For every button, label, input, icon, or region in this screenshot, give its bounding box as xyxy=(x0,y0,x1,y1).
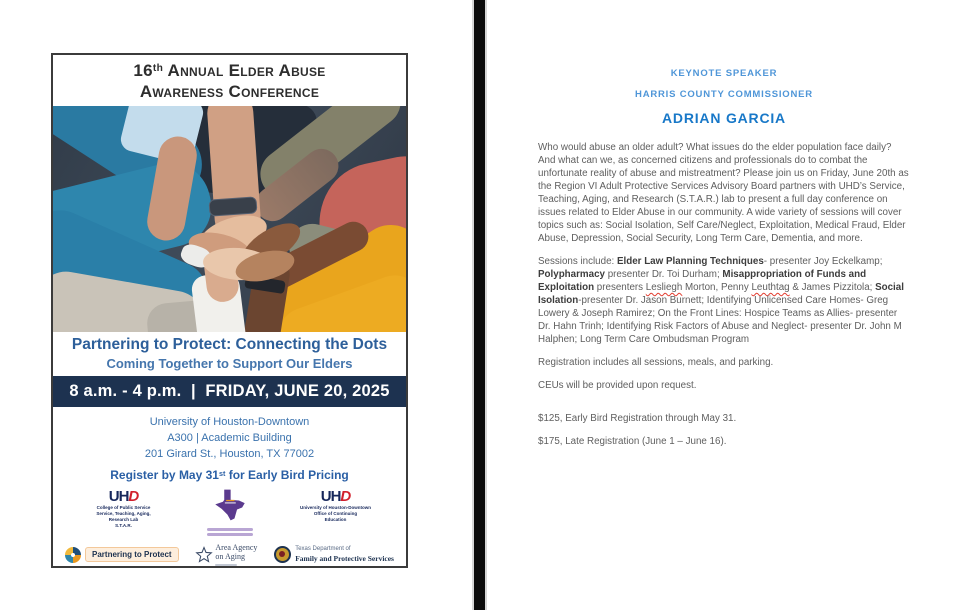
poster-tagline xyxy=(53,332,406,376)
partnering-to-protect-logo xyxy=(65,547,179,563)
late-price: $175, Late Registration (June 1 – June 16). xyxy=(538,436,727,448)
texas-caption-line xyxy=(207,533,253,536)
texas-caption-line xyxy=(207,528,253,531)
uhd-oce-line: Office of Continuing xyxy=(313,511,358,517)
uhd-logo-d: D xyxy=(128,488,139,506)
date-time-bar: 8 a.m. - 4 p.m. | FRIDAY, JUNE 20, 2025 xyxy=(53,376,406,407)
area-agency-on-aging-logo xyxy=(195,543,257,566)
tdfps-line2: Family and Protective Services xyxy=(295,553,394,563)
uhd-logo-letters: UH xyxy=(108,488,129,506)
tagline-sub: Coming Together to Support Our Elders xyxy=(106,356,353,372)
poster-title-line2: Awareness Conference xyxy=(139,81,320,101)
texas-shape-icon xyxy=(213,489,247,521)
keynote-speaker-name: ADRIAN GARCIA xyxy=(662,110,786,126)
uhd-star-line: S.T.A.R. xyxy=(115,523,132,529)
register-deadline: Register by May 31st for Early Bird Pricing xyxy=(110,468,349,483)
state-seal-icon xyxy=(274,546,291,563)
keynote-kicker: KEYNOTE SPEAKER xyxy=(670,68,778,79)
poster-title-line1: 16th Annual Elder Abuse xyxy=(133,61,326,80)
star-icon xyxy=(195,546,213,564)
tagline-main: Partnering to Protect: Connecting the Dots xyxy=(71,336,388,354)
aaa-caption-line xyxy=(215,564,237,567)
uhd-logo-letters: UH xyxy=(320,488,341,506)
venue-line: A300 | Academic Building xyxy=(167,431,292,444)
registration-note: Registration includes all sessions, meals, and parking. xyxy=(538,357,774,369)
uhd-star-logo xyxy=(78,489,170,529)
uhd-oce-line: University of Houston-Downtown xyxy=(300,505,371,511)
aaa-line: Area Agency xyxy=(215,543,258,553)
sponsor-logos-top xyxy=(53,489,406,536)
venue-line: University of Houston-Downtown xyxy=(149,416,310,429)
venue-address xyxy=(53,415,406,462)
tdfps-logo xyxy=(274,546,394,563)
sponsor-logos-bottom xyxy=(53,543,406,566)
venue-line: 201 Girard St., Houston, TX 77002 xyxy=(144,447,315,460)
poster-title xyxy=(53,55,406,106)
texas-aging-logo xyxy=(200,489,260,536)
uhd-logo-d: D xyxy=(340,488,351,506)
page-divider xyxy=(474,0,485,610)
uhd-oce-line: Education xyxy=(324,517,347,523)
sessions-paragraph: Sessions include: Elder Law Planning Techniques- presenter Joy Eckelkamp; Polypharmacy presenter Dr. Toi Durham; Misappropriation of Funds and Exploitation presenters Lesliegh Morton, Penny Leuthtag & James Pizzitola; Social Isolation-presenter Dr. Jason Burnett; Identifying Unlicensed Care Homes- Greg Lowery & Joseph Ramirez; On the Front Lines: Hospice Teams as Allies- presenter Dr. Hahn Trinh; Identifying Risk Factors of Abuse and Neglect- presenter Dr. John M Halphen; Long Term Care Ombudsman Program xyxy=(538,256,904,346)
uhd-continuing-ed-logo xyxy=(290,489,382,523)
early-bird-price: $125, Early Bird Registration through May 31. xyxy=(538,413,737,425)
tdfps-line1: Texas Department of xyxy=(295,546,351,553)
partnering-label: Partnering to Protect xyxy=(85,547,179,562)
uhd-star-line: Service, Teaching, Aging, xyxy=(96,511,151,517)
ceu-note: CEUs will be provided upon request. xyxy=(538,380,697,392)
aaa-line: on Aging xyxy=(215,552,245,562)
keynote-subkicker: HARRIS COUNTY COMMISSIONER xyxy=(635,89,813,100)
pinwheel-icon xyxy=(65,547,81,563)
conference-poster xyxy=(51,53,408,568)
uhd-star-line: Research Lab xyxy=(108,517,139,523)
details-page xyxy=(538,68,910,458)
intro-paragraph: Who would abuse an older adult? What issues do the elder population face daily? And what can we, as concerned citizens and professionals do to combat the unfortunate reality of abuse and mistreatment? Please join us on Friday, June 20th as the Region VI Adult Protective Services Advisory Board partners with UHD’s Service, Teaching, Aging, and Research (S.T.A.R.) lab to present a full day conference on issues related to Elder Abuse in our community. A wide variety of sessions will cover topics such as: Social Isolation, Self Care/Neglect, Exploitation, Medical Fraud, Elder Abuse, Depression, Social Security, Long Term Care, Dementia, and more. xyxy=(538,142,909,245)
uhd-star-line: College of Public Service xyxy=(96,505,151,511)
hands-photo xyxy=(53,106,406,332)
